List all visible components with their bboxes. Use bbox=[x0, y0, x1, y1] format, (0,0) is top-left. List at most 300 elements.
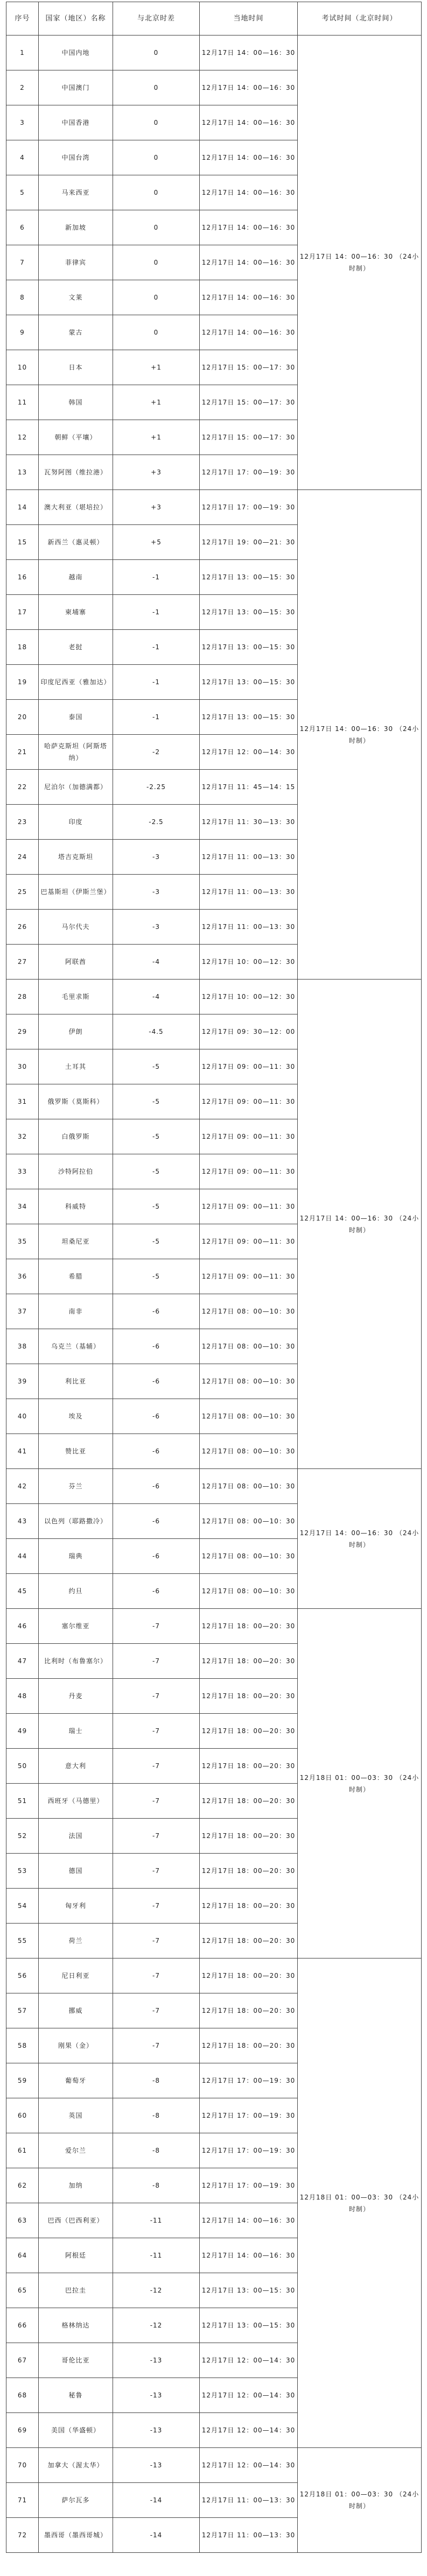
row-number: 12 bbox=[6, 420, 39, 455]
row-local-time: 12月17日 18：00—20：30 bbox=[200, 1819, 298, 1854]
row-number: 68 bbox=[6, 2378, 39, 2413]
row-local-time: 12月17日 17：00—19：30 bbox=[200, 2168, 298, 2203]
row-time-diff: -8 bbox=[113, 2063, 200, 2098]
row-number: 56 bbox=[6, 1958, 39, 1993]
row-region: 朝鲜（平壤） bbox=[39, 420, 113, 455]
row-local-time: 12月17日 18：00—20：30 bbox=[200, 2028, 298, 2063]
row-number: 34 bbox=[6, 1189, 39, 1224]
row-time-diff: -6 bbox=[113, 1504, 200, 1539]
row-local-time: 12月17日 08：00—10：30 bbox=[200, 1574, 298, 1609]
row-time-diff: -11 bbox=[113, 2238, 200, 2273]
row-region: 南非 bbox=[39, 1294, 113, 1329]
row-local-time: 12月17日 17：00—19：30 bbox=[200, 490, 298, 525]
row-local-time: 12月17日 18：00—20：30 bbox=[200, 1644, 298, 1679]
row-time-diff: 0 bbox=[113, 140, 200, 175]
row-number: 42 bbox=[6, 1469, 39, 1504]
row-number: 6 bbox=[6, 210, 39, 245]
row-number: 70 bbox=[6, 2448, 39, 2483]
row-local-time: 12月17日 18：00—20：30 bbox=[200, 1784, 298, 1819]
row-region: 沙特阿拉伯 bbox=[39, 1154, 113, 1189]
row-region: 瓦努阿图（维拉港） bbox=[39, 455, 113, 490]
row-region: 加纳 bbox=[39, 2168, 113, 2203]
row-number: 64 bbox=[6, 2238, 39, 2273]
row-region: 日本 bbox=[39, 350, 113, 385]
row-time-diff: -1 bbox=[113, 560, 200, 595]
row-region: 葡萄牙 bbox=[39, 2063, 113, 2098]
table-row bbox=[6, 1609, 422, 1644]
row-local-time: 12月17日 14：00—16：30 bbox=[200, 36, 298, 70]
row-time-diff: -7 bbox=[113, 1854, 200, 1889]
row-time-diff: -13 bbox=[113, 2448, 200, 2483]
row-time-diff: -7 bbox=[113, 1644, 200, 1679]
row-local-time: 12月17日 18：00—20：30 bbox=[200, 1993, 298, 2028]
row-number: 35 bbox=[6, 1224, 39, 1259]
row-local-time: 12月17日 18：00—20：30 bbox=[200, 1749, 298, 1784]
row-number: 28 bbox=[6, 980, 39, 1014]
row-region: 俄罗斯（莫斯科） bbox=[39, 1084, 113, 1119]
row-local-time: 12月17日 14：00—16：30 bbox=[200, 210, 298, 245]
row-region: 赞比亚 bbox=[39, 1434, 113, 1469]
row-region: 柬埔寨 bbox=[39, 595, 113, 630]
row-time-diff: 0 bbox=[113, 36, 200, 70]
row-local-time: 12月17日 11：30—13：30 bbox=[200, 805, 298, 840]
row-number: 54 bbox=[6, 1889, 39, 1924]
row-local-time: 12月17日 13：00—15：30 bbox=[200, 2308, 298, 2343]
row-number: 8 bbox=[6, 280, 39, 315]
row-number: 53 bbox=[6, 1854, 39, 1889]
row-local-time: 12月17日 13：00—15：30 bbox=[200, 630, 298, 665]
row-time-diff: -7 bbox=[113, 1819, 200, 1854]
row-local-time: 12月17日 18：00—20：30 bbox=[200, 1679, 298, 1714]
row-region: 乌克兰（基辅） bbox=[39, 1329, 113, 1364]
row-region: 阿联酋 bbox=[39, 945, 113, 980]
row-local-time: 12月17日 12：00—14：30 bbox=[200, 2378, 298, 2413]
row-time-diff: -7 bbox=[113, 1784, 200, 1819]
row-number: 9 bbox=[6, 315, 39, 350]
row-time-diff: -6 bbox=[113, 1539, 200, 1574]
row-local-time: 12月17日 19：00—21：30 bbox=[200, 525, 298, 560]
row-time-diff: -5 bbox=[113, 1189, 200, 1224]
row-time-diff: -7 bbox=[113, 1749, 200, 1784]
row-region: 约旦 bbox=[39, 1574, 113, 1609]
row-number: 65 bbox=[6, 2273, 39, 2308]
row-time-diff: 0 bbox=[113, 210, 200, 245]
row-region: 印度 bbox=[39, 805, 113, 840]
table-row bbox=[6, 1958, 422, 1993]
row-time-diff: -7 bbox=[113, 1609, 200, 1644]
row-local-time: 12月17日 11：00—13：30 bbox=[200, 875, 298, 910]
row-region: 利比亚 bbox=[39, 1364, 113, 1399]
row-time-diff: -4 bbox=[113, 945, 200, 980]
row-number: 21 bbox=[6, 735, 39, 770]
row-local-time: 12月17日 09：00—11：30 bbox=[200, 1119, 298, 1154]
row-region: 萨尔瓦多 bbox=[39, 2483, 113, 2518]
row-time-diff: -2 bbox=[113, 735, 200, 770]
row-time-diff: 0 bbox=[113, 245, 200, 280]
row-region: 马来西亚 bbox=[39, 175, 113, 210]
row-number: 45 bbox=[6, 1574, 39, 1609]
row-number: 18 bbox=[6, 630, 39, 665]
row-time-diff: -6 bbox=[113, 1399, 200, 1434]
row-time-diff: +1 bbox=[113, 350, 200, 385]
row-region: 越南 bbox=[39, 560, 113, 595]
row-time-diff: -7 bbox=[113, 2028, 200, 2063]
exam-time-cell: 12月17日 14：00—16：30 （24小时制） bbox=[298, 490, 422, 980]
row-local-time: 12月17日 08：00—10：30 bbox=[200, 1539, 298, 1574]
row-number: 61 bbox=[6, 2133, 39, 2168]
row-number: 40 bbox=[6, 1399, 39, 1434]
exam-schedule-table bbox=[6, 2, 422, 2553]
row-number: 2 bbox=[6, 70, 39, 105]
row-local-time: 12月17日 12：00—14：30 bbox=[200, 2448, 298, 2483]
header-diff: 与北京时差 bbox=[113, 2, 200, 36]
row-number: 32 bbox=[6, 1119, 39, 1154]
row-time-diff: -13 bbox=[113, 2378, 200, 2413]
row-local-time: 12月17日 18：00—20：30 bbox=[200, 1958, 298, 1993]
row-region: 白俄罗斯 bbox=[39, 1119, 113, 1154]
row-number: 57 bbox=[6, 1993, 39, 2028]
row-local-time: 12月17日 14：00—16：30 bbox=[200, 280, 298, 315]
row-number: 30 bbox=[6, 1049, 39, 1084]
row-number: 10 bbox=[6, 350, 39, 385]
row-time-diff: -14 bbox=[113, 2483, 200, 2518]
row-number: 62 bbox=[6, 2168, 39, 2203]
row-local-time: 12月17日 12：00—14：30 bbox=[200, 2413, 298, 2448]
row-region: 中国内地 bbox=[39, 36, 113, 70]
row-number: 49 bbox=[6, 1714, 39, 1749]
row-time-diff: 0 bbox=[113, 280, 200, 315]
row-number: 22 bbox=[6, 770, 39, 805]
row-number: 23 bbox=[6, 805, 39, 840]
row-time-diff: +3 bbox=[113, 490, 200, 525]
row-region: 毛里求斯 bbox=[39, 980, 113, 1014]
row-local-time: 12月17日 14：00—16：30 bbox=[200, 2203, 298, 2238]
row-local-time: 12月17日 09：00—11：30 bbox=[200, 1259, 298, 1294]
exam-time-cell: 12月17日 14：00—16：30 （24小时制） bbox=[298, 980, 422, 1469]
row-number: 16 bbox=[6, 560, 39, 595]
row-time-diff: 0 bbox=[113, 315, 200, 350]
row-local-time: 12月17日 15：00—17：30 bbox=[200, 420, 298, 455]
row-region: 中国香港 bbox=[39, 105, 113, 140]
row-time-diff: -7 bbox=[113, 1889, 200, 1924]
row-time-diff: -5 bbox=[113, 1259, 200, 1294]
row-region: 印度尼西亚（雅加达） bbox=[39, 665, 113, 700]
row-time-diff: -4.5 bbox=[113, 1014, 200, 1049]
row-local-time: 12月17日 10：00—12：30 bbox=[200, 980, 298, 1014]
row-time-diff: +1 bbox=[113, 420, 200, 455]
row-region: 法国 bbox=[39, 1819, 113, 1854]
row-number: 36 bbox=[6, 1259, 39, 1294]
row-local-time: 12月17日 08：00—10：30 bbox=[200, 1469, 298, 1504]
row-number: 29 bbox=[6, 1014, 39, 1049]
row-number: 33 bbox=[6, 1154, 39, 1189]
row-region: 巴西（巴西利亚） bbox=[39, 2203, 113, 2238]
row-region: 中国台湾 bbox=[39, 140, 113, 175]
row-local-time: 12月17日 14：00—16：30 bbox=[200, 105, 298, 140]
row-region: 文莱 bbox=[39, 280, 113, 315]
row-region: 澳大利亚（堪培拉） bbox=[39, 490, 113, 525]
row-local-time: 12月17日 11：00—13：30 bbox=[200, 2483, 298, 2518]
row-region: 墨西哥（墨西哥城） bbox=[39, 2518, 113, 2553]
row-number: 47 bbox=[6, 1644, 39, 1679]
row-local-time: 12月17日 13：00—15：30 bbox=[200, 595, 298, 630]
row-time-diff: -12 bbox=[113, 2273, 200, 2308]
row-number: 67 bbox=[6, 2343, 39, 2378]
row-region: 德国 bbox=[39, 1854, 113, 1889]
row-local-time: 12月17日 18：00—20：30 bbox=[200, 1924, 298, 1958]
row-time-diff: -6 bbox=[113, 1434, 200, 1469]
row-local-time: 12月17日 09：00—11：30 bbox=[200, 1189, 298, 1224]
row-region: 瑞士 bbox=[39, 1714, 113, 1749]
row-local-time: 12月17日 11：00—13：30 bbox=[200, 910, 298, 945]
row-time-diff: -13 bbox=[113, 2343, 200, 2378]
row-region: 新加坡 bbox=[39, 210, 113, 245]
row-region: 芬兰 bbox=[39, 1469, 113, 1504]
row-time-diff: -7 bbox=[113, 1679, 200, 1714]
row-time-diff: -1 bbox=[113, 665, 200, 700]
row-region: 比利时（布鲁塞尔） bbox=[39, 1644, 113, 1679]
row-time-diff: -7 bbox=[113, 1993, 200, 2028]
row-number: 41 bbox=[6, 1434, 39, 1469]
row-time-diff: -7 bbox=[113, 1958, 200, 1993]
row-number: 19 bbox=[6, 665, 39, 700]
row-region: 哥伦比亚 bbox=[39, 2343, 113, 2378]
row-number: 25 bbox=[6, 875, 39, 910]
row-time-diff: -2.25 bbox=[113, 770, 200, 805]
row-time-diff: +3 bbox=[113, 455, 200, 490]
row-local-time: 12月17日 08：00—10：30 bbox=[200, 1399, 298, 1434]
row-local-time: 12月17日 08：00—10：30 bbox=[200, 1434, 298, 1469]
row-local-time: 12月17日 18：00—20：30 bbox=[200, 1714, 298, 1749]
row-time-diff: -5 bbox=[113, 1084, 200, 1119]
row-time-diff: -2.5 bbox=[113, 805, 200, 840]
row-region: 科威特 bbox=[39, 1189, 113, 1224]
row-number: 13 bbox=[6, 455, 39, 490]
row-local-time: 12月17日 17：00—19：30 bbox=[200, 455, 298, 490]
row-region: 蒙古 bbox=[39, 315, 113, 350]
row-time-diff: 0 bbox=[113, 175, 200, 210]
row-region: 巴基斯坦（伊斯兰堡） bbox=[39, 875, 113, 910]
row-local-time: 12月17日 14：00—16：30 bbox=[200, 245, 298, 280]
exam-time-cell: 12月18日 01：00—03：30 （24小时制） bbox=[298, 1609, 422, 1958]
row-number: 58 bbox=[6, 2028, 39, 2063]
row-local-time: 12月17日 09：30—12：00 bbox=[200, 1014, 298, 1049]
row-region: 哈萨克斯坦（阿斯塔纳） bbox=[39, 735, 113, 770]
row-number: 1 bbox=[6, 36, 39, 70]
row-region: 埃及 bbox=[39, 1399, 113, 1434]
table-row bbox=[6, 36, 422, 70]
row-region: 尼泊尔（加德满都） bbox=[39, 770, 113, 805]
row-number: 20 bbox=[6, 700, 39, 735]
row-number: 71 bbox=[6, 2483, 39, 2518]
row-number: 50 bbox=[6, 1749, 39, 1784]
row-number: 72 bbox=[6, 2518, 39, 2553]
header-local-time: 当地时间 bbox=[200, 2, 298, 36]
row-region: 秘鲁 bbox=[39, 2378, 113, 2413]
row-local-time: 12月17日 11：45—14：15 bbox=[200, 770, 298, 805]
row-time-diff: -8 bbox=[113, 2133, 200, 2168]
row-region: 以色列（耶路撒冷） bbox=[39, 1504, 113, 1539]
row-number: 48 bbox=[6, 1679, 39, 1714]
row-number: 43 bbox=[6, 1504, 39, 1539]
row-number: 5 bbox=[6, 175, 39, 210]
row-region: 泰国 bbox=[39, 700, 113, 735]
row-region: 美国（华盛顿） bbox=[39, 2413, 113, 2448]
row-time-diff: -6 bbox=[113, 1329, 200, 1364]
row-local-time: 12月17日 15：00—17：30 bbox=[200, 350, 298, 385]
table-body bbox=[6, 36, 422, 2553]
row-local-time: 12月17日 14：00—16：30 bbox=[200, 2238, 298, 2273]
row-time-diff: -6 bbox=[113, 1294, 200, 1329]
row-region: 马尔代夫 bbox=[39, 910, 113, 945]
row-local-time: 12月17日 09：00—11：30 bbox=[200, 1049, 298, 1084]
row-region: 希腊 bbox=[39, 1259, 113, 1294]
row-time-diff: -11 bbox=[113, 2203, 200, 2238]
row-region: 英国 bbox=[39, 2098, 113, 2133]
row-region: 阿根廷 bbox=[39, 2238, 113, 2273]
row-local-time: 12月17日 17：00—19：30 bbox=[200, 2063, 298, 2098]
row-time-diff: -5 bbox=[113, 1154, 200, 1189]
table-row bbox=[6, 2448, 422, 2483]
row-number: 55 bbox=[6, 1924, 39, 1958]
row-time-diff: -4 bbox=[113, 980, 200, 1014]
row-local-time: 12月17日 09：00—11：30 bbox=[200, 1224, 298, 1259]
row-local-time: 12月17日 13：00—15：30 bbox=[200, 560, 298, 595]
row-region: 爱尔兰 bbox=[39, 2133, 113, 2168]
row-time-diff: -5 bbox=[113, 1119, 200, 1154]
table-row bbox=[6, 490, 422, 525]
row-region: 巴拉圭 bbox=[39, 2273, 113, 2308]
row-region: 匈牙利 bbox=[39, 1889, 113, 1924]
row-number: 37 bbox=[6, 1294, 39, 1329]
row-local-time: 12月17日 18：00—20：30 bbox=[200, 1889, 298, 1924]
row-region: 加拿大（渥太华） bbox=[39, 2448, 113, 2483]
row-region: 荷兰 bbox=[39, 1924, 113, 1958]
row-region: 新西兰（惠灵顿） bbox=[39, 525, 113, 560]
table-row bbox=[6, 1469, 422, 1504]
row-local-time: 12月17日 13：00—15：30 bbox=[200, 2273, 298, 2308]
header-no: 序号 bbox=[6, 2, 39, 36]
row-time-diff: 0 bbox=[113, 105, 200, 140]
row-region: 塔吉克斯坦 bbox=[39, 840, 113, 875]
row-time-diff: -12 bbox=[113, 2308, 200, 2343]
row-number: 24 bbox=[6, 840, 39, 875]
row-time-diff: -8 bbox=[113, 2098, 200, 2133]
row-local-time: 12月17日 11：00—13：30 bbox=[200, 2518, 298, 2553]
row-local-time: 12月17日 14：00—16：30 bbox=[200, 140, 298, 175]
row-region: 塞尔维亚 bbox=[39, 1609, 113, 1644]
row-time-diff: -3 bbox=[113, 840, 200, 875]
row-local-time: 12月17日 12：00—14：30 bbox=[200, 735, 298, 770]
row-number: 31 bbox=[6, 1084, 39, 1119]
row-local-time: 12月17日 10：00—12：30 bbox=[200, 945, 298, 980]
row-region: 老挝 bbox=[39, 630, 113, 665]
row-number: 4 bbox=[6, 140, 39, 175]
row-number: 46 bbox=[6, 1609, 39, 1644]
row-local-time: 12月17日 08：00—10：30 bbox=[200, 1329, 298, 1364]
row-region: 伊朗 bbox=[39, 1014, 113, 1049]
row-time-diff: -7 bbox=[113, 1714, 200, 1749]
row-time-diff: -6 bbox=[113, 1364, 200, 1399]
row-number: 52 bbox=[6, 1819, 39, 1854]
row-local-time: 12月17日 09：00—11：30 bbox=[200, 1084, 298, 1119]
exam-time-cell: 12月18日 01：00—03：30 （24小时制） bbox=[298, 1958, 422, 2448]
row-local-time: 12月17日 08：00—10：30 bbox=[200, 1504, 298, 1539]
row-time-diff: +1 bbox=[113, 385, 200, 420]
row-region: 中国澳门 bbox=[39, 70, 113, 105]
row-number: 26 bbox=[6, 910, 39, 945]
row-local-time: 12月17日 08：00—10：30 bbox=[200, 1364, 298, 1399]
row-region: 挪威 bbox=[39, 1993, 113, 2028]
row-number: 38 bbox=[6, 1329, 39, 1364]
header-region: 国家（地区）名称 bbox=[39, 2, 113, 36]
row-number: 63 bbox=[6, 2203, 39, 2238]
row-local-time: 12月17日 13：00—15：30 bbox=[200, 700, 298, 735]
row-time-diff: -6 bbox=[113, 1574, 200, 1609]
row-time-diff: -3 bbox=[113, 875, 200, 910]
row-number: 60 bbox=[6, 2098, 39, 2133]
row-number: 66 bbox=[6, 2308, 39, 2343]
row-local-time: 12月17日 15：00—17：30 bbox=[200, 385, 298, 420]
row-number: 17 bbox=[6, 595, 39, 630]
row-local-time: 12月17日 11：00—13：30 bbox=[200, 840, 298, 875]
table-row bbox=[6, 980, 422, 1014]
row-time-diff: -1 bbox=[113, 595, 200, 630]
row-number: 69 bbox=[6, 2413, 39, 2448]
row-number: 59 bbox=[6, 2063, 39, 2098]
row-local-time: 12月17日 17：00—19：30 bbox=[200, 2133, 298, 2168]
row-number: 7 bbox=[6, 245, 39, 280]
exam-time-cell: 12月17日 14：00—16：30 （24小时制） bbox=[298, 36, 422, 490]
row-number: 44 bbox=[6, 1539, 39, 1574]
row-time-diff: -7 bbox=[113, 1924, 200, 1958]
header-exam-time: 考试时间（北京时间） bbox=[298, 2, 422, 36]
row-local-time: 12月17日 14：00—16：30 bbox=[200, 175, 298, 210]
row-local-time: 12月17日 18：00—20：30 bbox=[200, 1854, 298, 1889]
row-number: 14 bbox=[6, 490, 39, 525]
row-region: 坦桑尼亚 bbox=[39, 1224, 113, 1259]
row-number: 51 bbox=[6, 1784, 39, 1819]
row-time-diff: -13 bbox=[113, 2413, 200, 2448]
row-time-diff: -8 bbox=[113, 2168, 200, 2203]
row-local-time: 12月17日 17：00—19：30 bbox=[200, 2098, 298, 2133]
row-number: 27 bbox=[6, 945, 39, 980]
exam-time-cell: 12月17日 14：00—16：30 （24小时制） bbox=[298, 1469, 422, 1609]
row-number: 11 bbox=[6, 385, 39, 420]
row-region: 瑞典 bbox=[39, 1539, 113, 1574]
row-number: 15 bbox=[6, 525, 39, 560]
row-local-time: 12月17日 08：00—10：30 bbox=[200, 1294, 298, 1329]
row-region: 西班牙（马德里） bbox=[39, 1784, 113, 1819]
row-number: 3 bbox=[6, 105, 39, 140]
header-row bbox=[6, 2, 422, 36]
row-local-time: 12月17日 14：00—16：30 bbox=[200, 70, 298, 105]
row-time-diff: -1 bbox=[113, 630, 200, 665]
row-region: 土耳其 bbox=[39, 1049, 113, 1084]
row-local-time: 12月17日 18：00—20：30 bbox=[200, 1609, 298, 1644]
row-local-time: 12月17日 14：00—16：30 bbox=[200, 315, 298, 350]
row-time-diff: -5 bbox=[113, 1049, 200, 1084]
row-time-diff: -3 bbox=[113, 910, 200, 945]
row-local-time: 12月17日 09：00—11：30 bbox=[200, 1154, 298, 1189]
row-number: 39 bbox=[6, 1364, 39, 1399]
row-local-time: 12月17日 13：00—15：30 bbox=[200, 665, 298, 700]
row-region: 尼日利亚 bbox=[39, 1958, 113, 1993]
row-time-diff: -5 bbox=[113, 1224, 200, 1259]
row-region: 韩国 bbox=[39, 385, 113, 420]
row-local-time: 12月17日 12：00—14：30 bbox=[200, 2343, 298, 2378]
row-time-diff: 0 bbox=[113, 70, 200, 105]
